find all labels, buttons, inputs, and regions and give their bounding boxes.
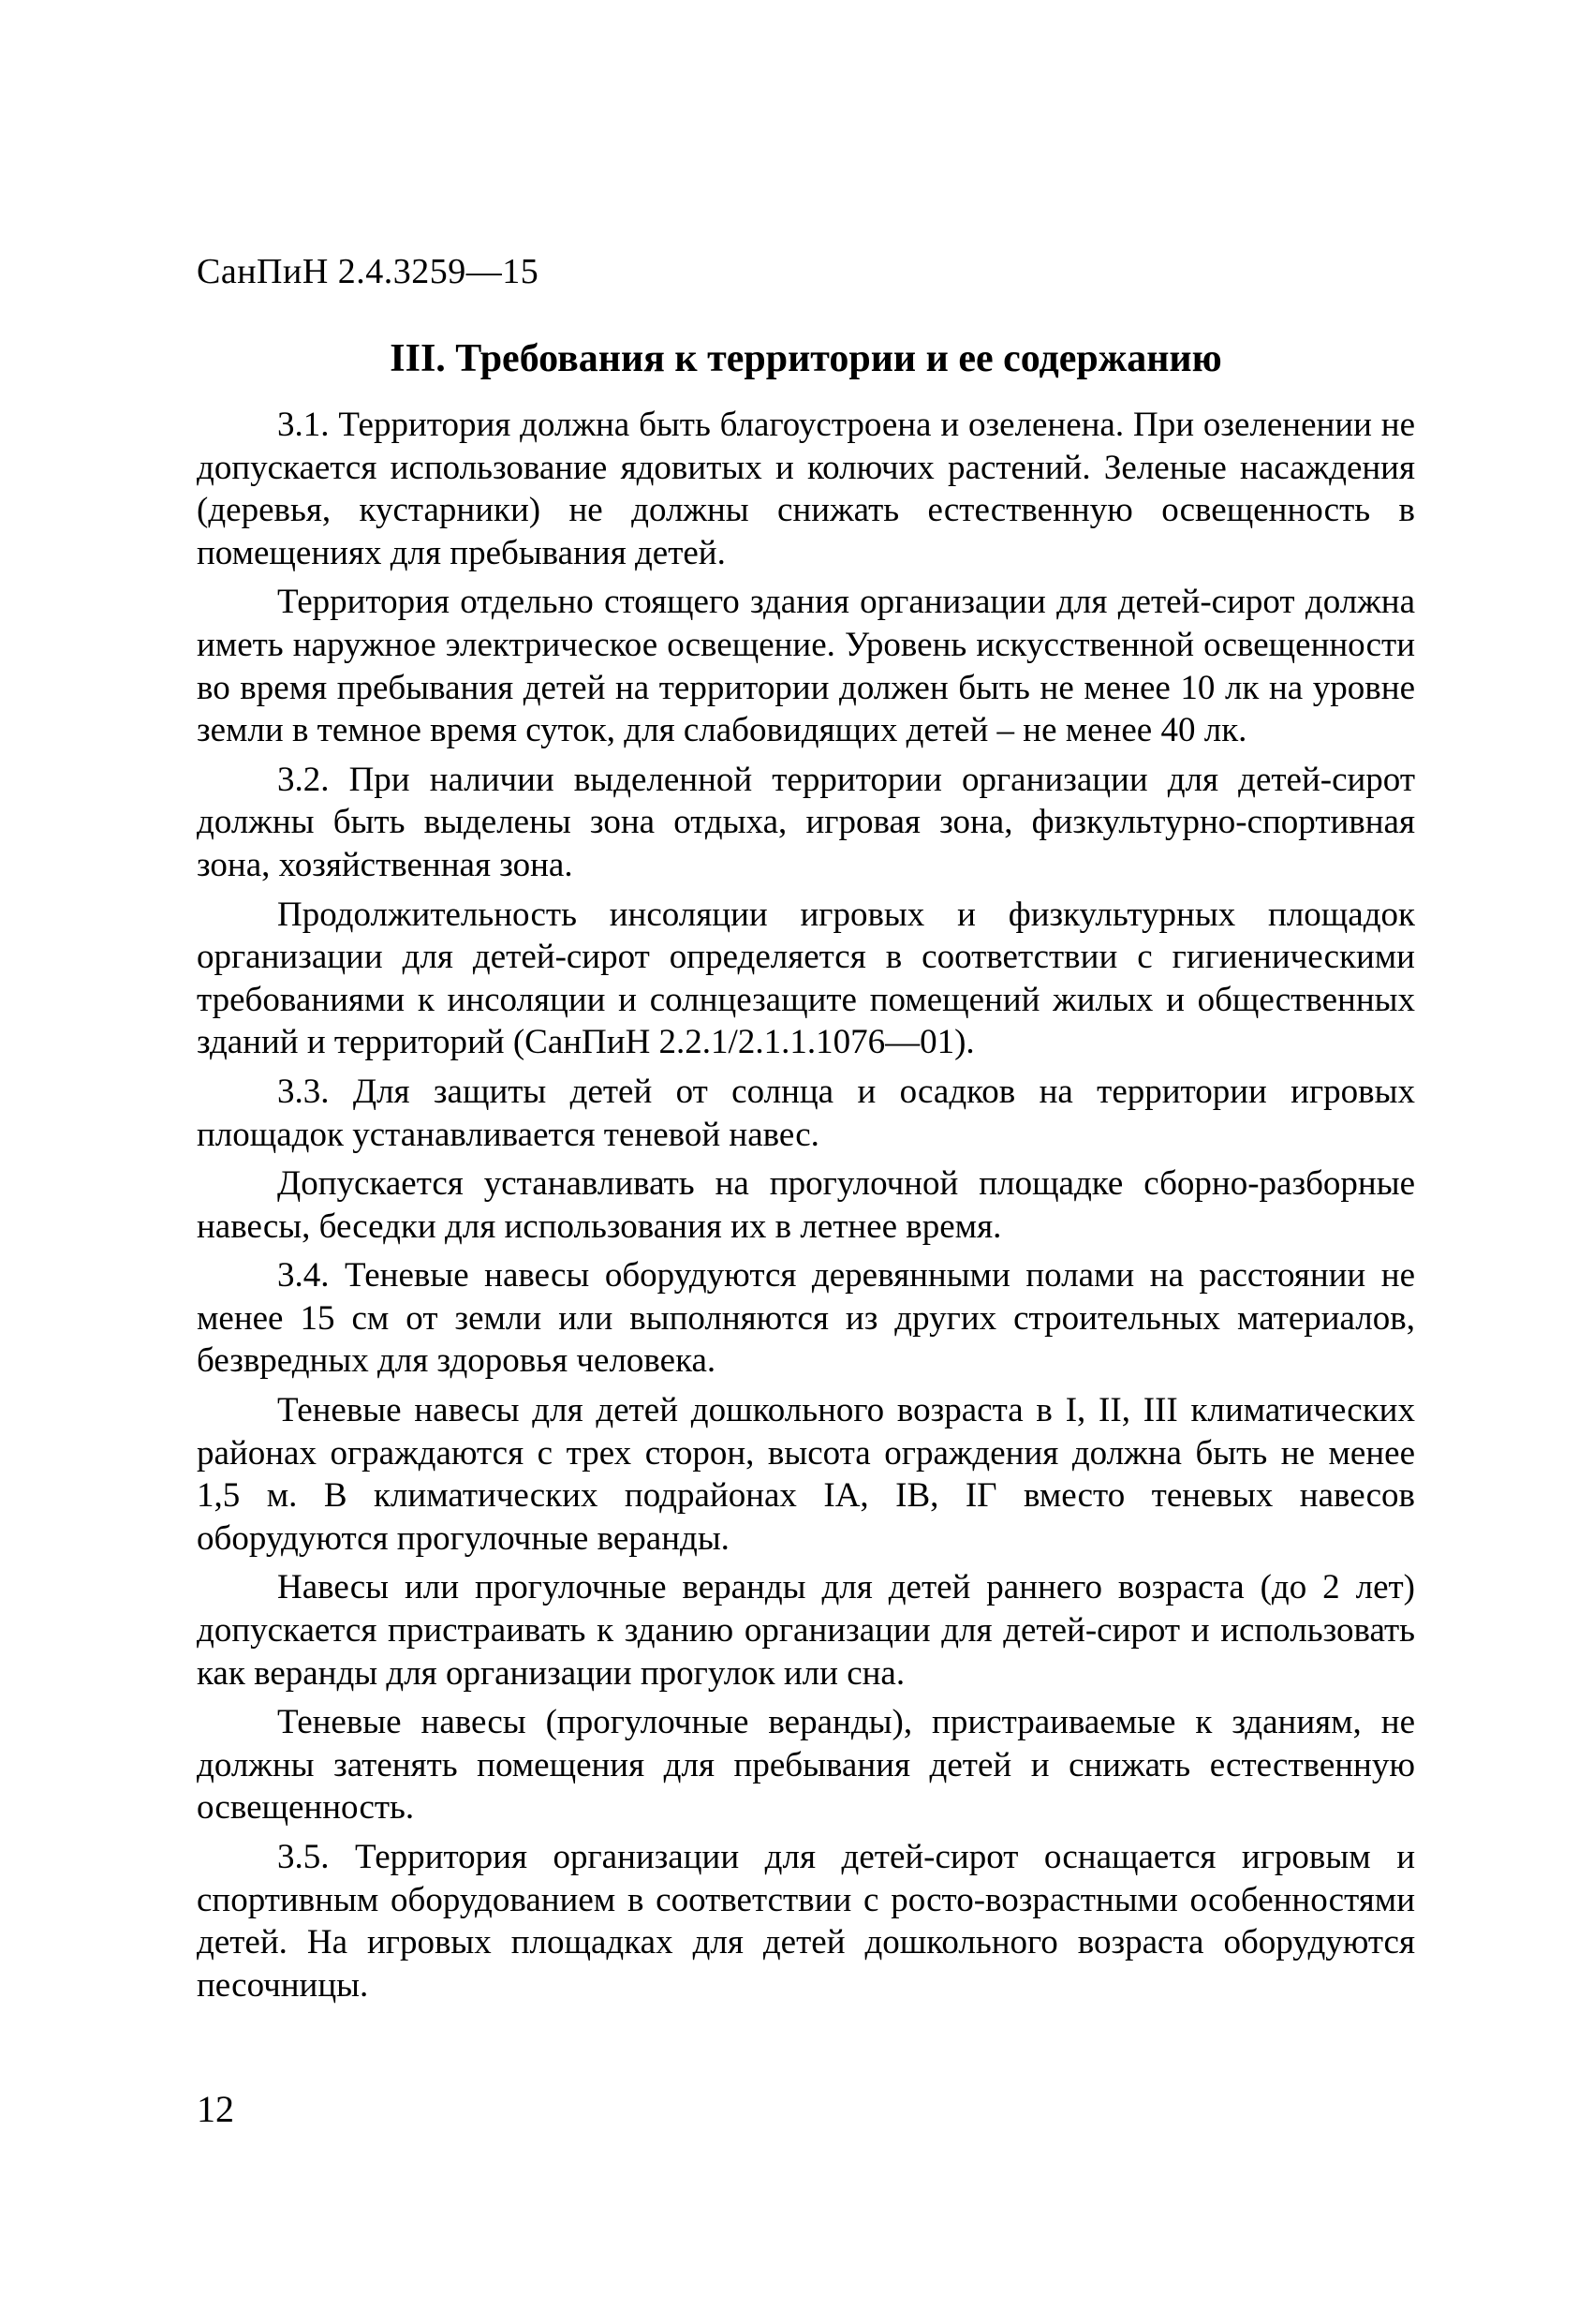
paragraph-3-2: 3.2. При наличии выделенной территории организации для детей-сирот должны быть выделены зона отдыха, игровая зона, физкультурно-спортивная зона, хозяйственная зона. — [197, 760, 1415, 884]
document-code: СанПиН 2.4.3259—15 — [197, 252, 539, 291]
paragraph-3-5: 3.5. Территория организации для детей-сирот оснащается игровым и спортивным оборудованием в соответствии с росто-возрастными особенностями детей. На игровых площадках для детей дошкольного возраста оборудуются песочницы. — [197, 1838, 1415, 2005]
page-number: 12 — [197, 2088, 234, 2130]
paragraph-early-age-verandas: Навесы или прогулочные веранды для детей раннего возраста (до 2 лет) допускается пристраивать к зданию организации для детей-сирот и использовать как веранды для организации прогулок или сна. — [197, 1568, 1415, 1693]
paragraph-climatic-regions: Теневые навесы для детей дошкольного возраста в I, II, III климатических районах ограждаются с трех сторон, высота ограждения должна быть не менее 1,5 м. В климатических подрайонах IA, IB, IГ вместо теневых навесов оборудуются прогулочные веранды. — [197, 1391, 1415, 1558]
paragraph-3-4: 3.4. Теневые навесы оборудуются деревянными полами на расстоянии не менее 15 см от земли или выполняются из других строительных материалов, безвредных для здоровья человека. — [197, 1256, 1415, 1381]
paragraph-3-1: 3.1. Территория должна быть благоустроена и озеленена. При озеленении не допускается использование ядовитых и колючих растений. Зеленые насаждения (деревья, кустарники) не должны снижать естественную освещенность в помещениях для пребывания детей. — [197, 406, 1415, 572]
paragraph-attached-verandas: Теневые навесы (прогулочные веранды), пристраиваемые к зданиям, не должны затенять помещения для пребывания детей и снижать естественную освещенность. — [197, 1703, 1415, 1828]
section-body — [197, 404, 1415, 2013]
paragraph-lighting: Территория отдельно стоящего здания организации для детей-сирот должна иметь наружное электрическое освещение. Уровень искусственной освещенности во время пребывания детей на территории должен быть не менее 10 лк на уровне земли в темное время суток, для слабовидящих детей – не менее 40 лк. — [197, 583, 1415, 750]
section-title: III. Требования к территории и ее содержанию — [390, 337, 1222, 380]
paragraph-3-3: 3.3. Для защиты детей от солнца и осадков на территории игровых площадок устанавливается теневой навес. — [197, 1072, 1415, 1154]
paragraph-insolation: Продолжительность инсоляции игровых и физкультурных площадок организации для детей-сирот определяется в соответствии с гигиеническими требованиями к инсоляции и солнцезащите помещений жилых и общественных зданий и территорий (СанПиН 2.2.1/2.1.1.1076—01). — [197, 895, 1415, 1062]
paragraph-collapsible-canopies: Допускается устанавливать на прогулочной площадке сборно-разборные навесы, беседки для использования их в летнее время. — [197, 1164, 1415, 1246]
